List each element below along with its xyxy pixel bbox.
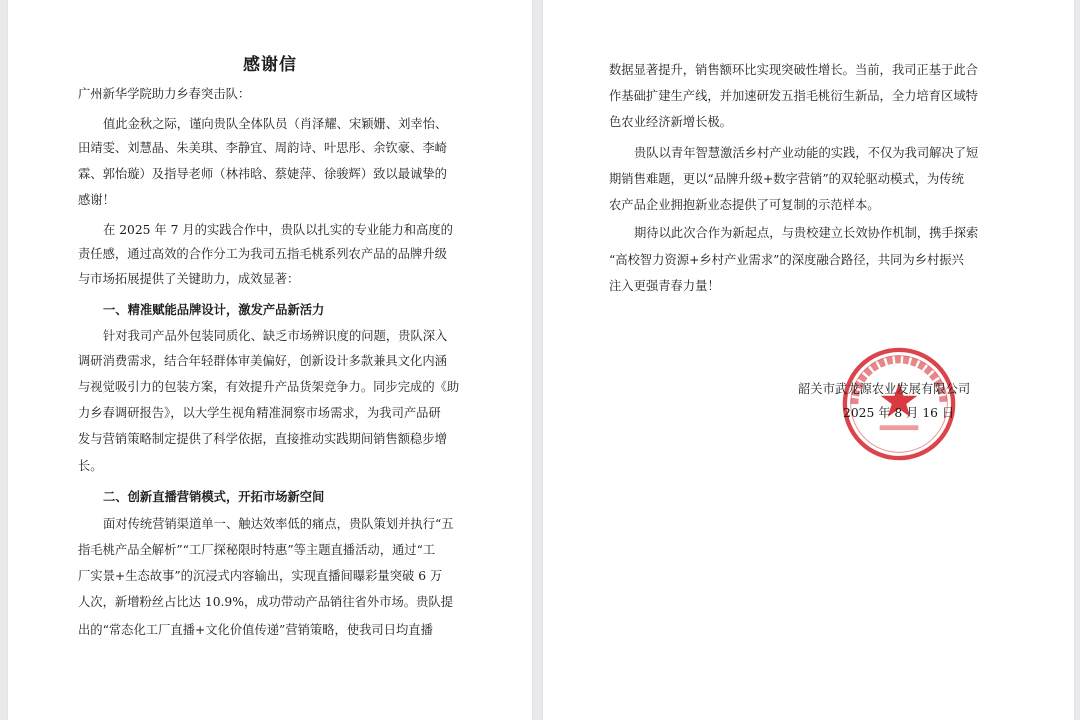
body-line: 出的“常态化工厂直播+文化价值传递”营销策略，使我司日均直播 [78, 623, 433, 637]
body-line: 调研消费需求，结合年轻群体审美偏好，创新设计多款兼具文化内涵 [78, 354, 447, 368]
body-line: 与视觉吸引力的包装方案，有效提升产品货架竞争力。同步完成的《助 [78, 380, 460, 394]
letter-title: 感谢信 [243, 55, 297, 75]
body-line: “高校智力资源+乡村产业需求”的深度融合路径，共同为乡村振兴 [609, 253, 964, 267]
body-line: 作基础扩建生产线，并加速研发五指毛桃衍生新品，全力培育区域特 [609, 89, 978, 103]
body-line: 贵队以青年智慧激活乡村产业动能的实践，不仅为我司解决了短 [634, 146, 979, 160]
body-line: 感谢！ [78, 193, 115, 207]
body-line: 色农业经济新增长极。 [609, 115, 732, 129]
body-line: 针对我司产品外包装同质化、缺乏市场辨识度的问题，贵队深入 [103, 329, 448, 343]
body-line: 注入更强青春力量！ [609, 279, 720, 293]
body-line: 田靖雯、刘慧晶、朱美琪、李静宜、周韵诗、叶思彤、余钦豪、李崎 [78, 141, 447, 155]
section-heading-2: 二、创新直播营销模式，开拓市场新空间 [103, 489, 325, 504]
body-line: 期销售难题，更以“品牌升级+数字营销”的双轮驱动模式，为传统 [609, 172, 964, 186]
body-line: 力乡春调研报告》，以大学生视角精准洞察市场需求，为我司产品研 [78, 406, 441, 420]
body-line: 人次，新增粉丝占比达 10.9%，成功带动产品销往省外市场。贵队提 [78, 595, 453, 609]
salutation: 广州新华学院助力乡春突击队： [78, 87, 251, 101]
body-line: 责任感，通过高效的合作分工为我司五指毛桃系列农产品的品牌升级 [78, 247, 447, 261]
body-line: 与市场拓展提供了关键助力，成效显著： [78, 272, 300, 286]
body-line: 厂实景+生态故事”的沉浸式内容输出，实现直播间曝彩量突破 6 万 [78, 569, 443, 583]
body-line: 霖、郭怡璇）及指导老师（林祎晗、蔡婕萍、徐骏辉）致以最诚挚的 [78, 167, 447, 181]
body-line: 期待以此次合作为新起点，与贵校建立长效协作机制，携手探索 [634, 226, 979, 240]
body-line: 面对传统营销渠道单一、触达效率低的痛点，贵队策划并执行“五 [103, 517, 454, 531]
body-line: 指毛桃产品全解析”“工厂探秘限时特惠”等主题直播活动，通过“工 [78, 543, 436, 557]
company-seal-icon [841, 346, 957, 462]
signer-company: 韶关市武龙源农业发展有限公司 [798, 382, 971, 396]
body-line: 长。 [78, 459, 103, 473]
body-line: 在 2025 年 7 月的实践合作中，贵队以扎实的专业能力和高度的 [103, 223, 453, 237]
letter-page-2 [543, 0, 1074, 720]
body-line: 发与营销策略制定提供了科学依据，直接推动实践期间销售额稳步增 [78, 432, 447, 446]
section-heading-1: 一、精准赋能品牌设计，激发产品新活力 [103, 302, 325, 317]
body-line: 农产品企业拥抱新业态提供了可复制的示范样本。 [609, 198, 880, 212]
body-line: 数据显著提升，销售额环比实现突破性增长。当前，我司正基于此合 [609, 63, 978, 77]
body-line: 值此金秋之际，谨向贵队全体队员（肖泽耀、宋颖姗、刘幸怡、 [103, 117, 448, 131]
signing-date: 2025 年 8 月 16 日 [843, 406, 955, 420]
letter-page-1 [8, 0, 532, 720]
